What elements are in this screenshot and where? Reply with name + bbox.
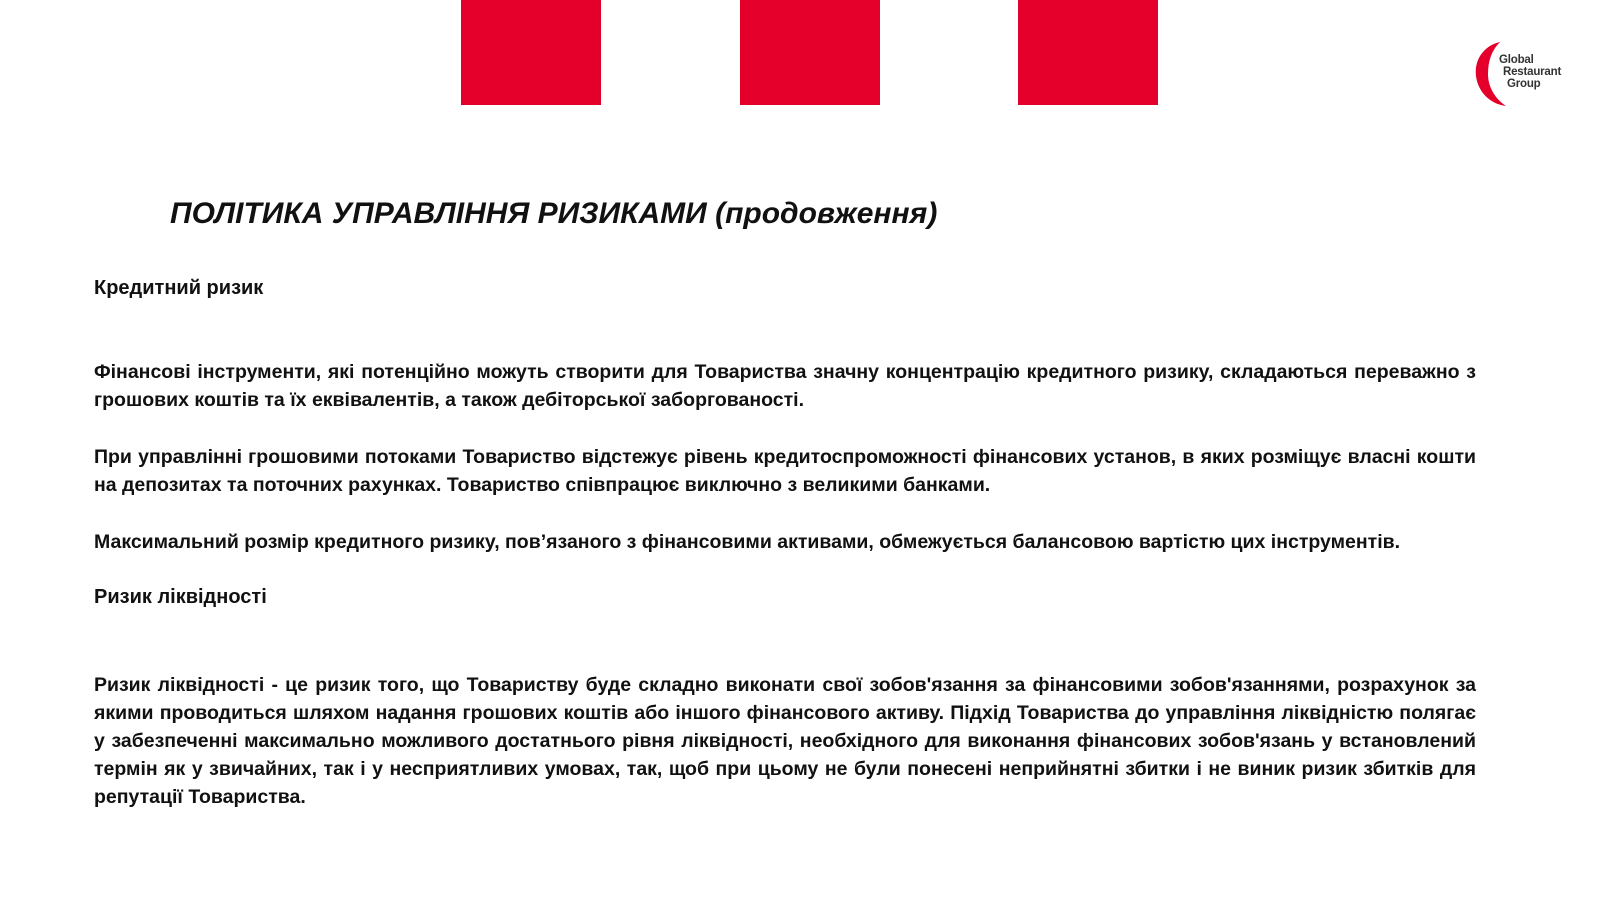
logo-line-1: Global <box>1499 54 1534 66</box>
logo-line-2: Restaurant <box>1503 66 1562 78</box>
logo-line-3: Group <box>1507 78 1541 90</box>
red-decorative-block-1 <box>461 0 601 105</box>
global-restaurant-group-logo <box>1474 40 1574 110</box>
section-heading-liquidity-risk: Ризик ліквідності <box>94 586 267 608</box>
liquidity-risk-paragraph-1: Ризик ліквідності - це ризик того, що Товариству буде складно виконати свої зобов'язання за фінансовими зобов'язаннями, розрахунок за якими проводиться шляхом надання грошових коштів або іншого фінансового активу. Підхід Товариства до управління ліквідністю полягає у забезпеченні максимально можливого достатнього рівня ліквідності, необхідного для виконання фінансових зобов'язань у встановлений термін як у звичайних, так і у несприятливих умовах, так, щоб при цьому не були понесені неприйнятні збитки і не виник ризик збитків для репутації Товариства. <box>94 674 1476 808</box>
section-heading-credit-risk: Кредитний ризик <box>94 277 264 299</box>
credit-risk-paragraph-2: При управлінні грошовими потоками Товариство відстежує рівень кредитоспроможності фінансових установ, в яких розміщує власні кошти на депозитах та поточних рахунках. Товариство співпрацює виключно з великими банками. <box>94 446 1476 496</box>
credit-risk-paragraph-1: Фінансові інструменти, які потенційно можуть створити для Товариства значну концентрацію кредитного ризику, складаються переважно з грошових коштів та їх еквівалентів, а також дебіторської заборгованості. <box>94 361 1476 411</box>
page-title: ПОЛІТИКА УПРАВЛІННЯ РИЗИКАМИ (продовження) <box>170 197 938 230</box>
logo-wordmark <box>1499 54 1561 90</box>
credit-risk-paragraph-3: Максимальний розмір кредитного ризику, пов’язаного з фінансовими активами, обмежується балансовою вартістю цих інструментів. <box>94 531 1401 553</box>
red-decorative-block-2 <box>740 0 880 105</box>
red-decorative-block-3 <box>1018 0 1158 105</box>
